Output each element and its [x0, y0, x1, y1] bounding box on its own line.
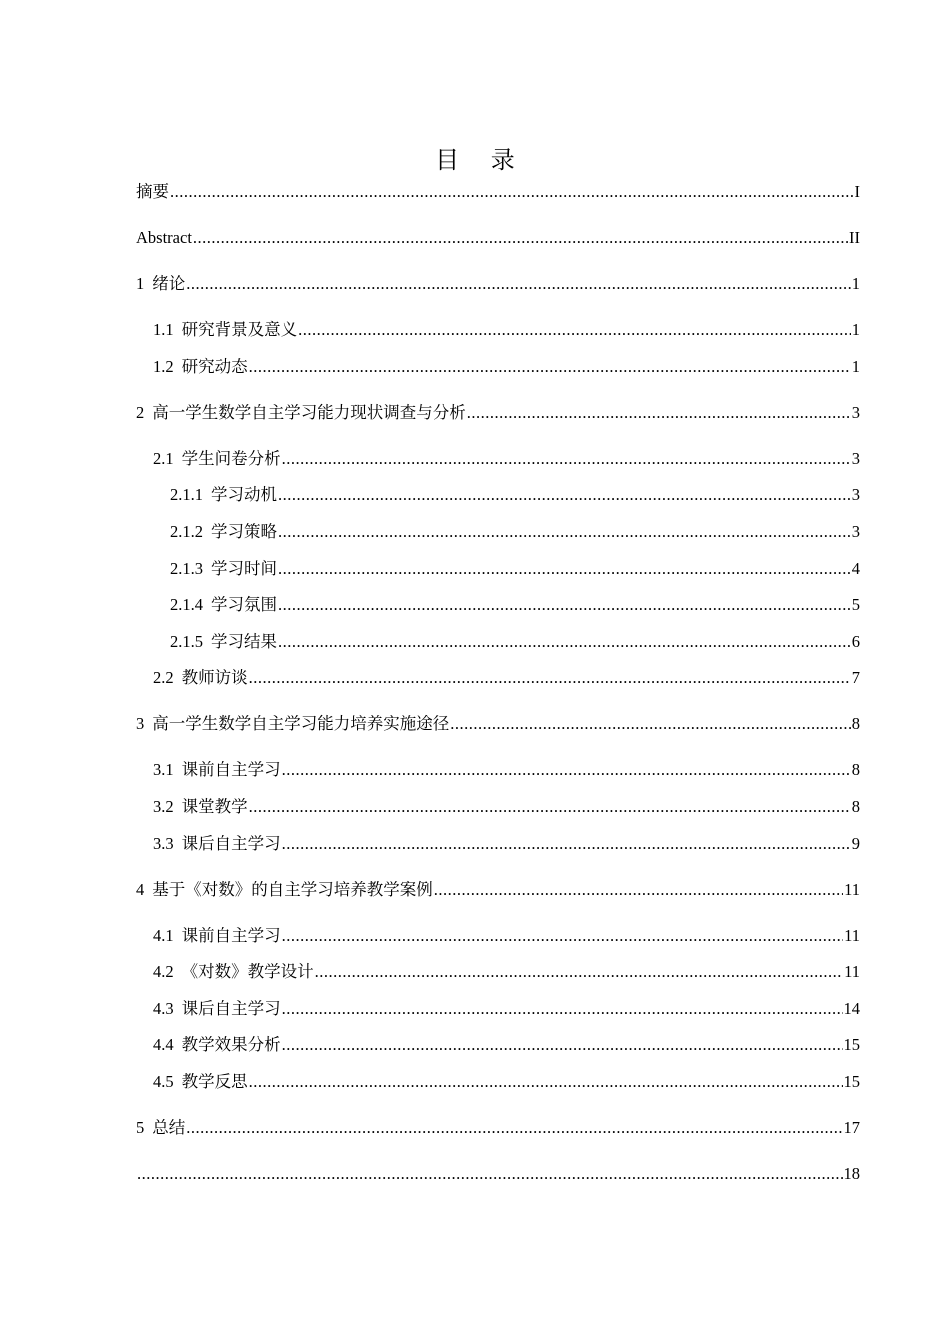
toc-entry-4-2[interactable] [153, 960, 860, 984]
toc-entry-label: 学生问卷分析 [181, 449, 281, 468]
dot-leader [278, 593, 851, 617]
toc-entry-2-1-5[interactable] [170, 630, 860, 654]
toc-entry-4-3[interactable] [153, 997, 860, 1021]
toc-entry-page: 8 [851, 760, 860, 779]
toc-entry-number: 4 [136, 880, 145, 899]
toc-entry-label: Abstract [136, 228, 192, 247]
toc-entry-page: 18 [843, 1164, 860, 1183]
dot-leader [298, 318, 851, 342]
toc-entry-page: 1 [851, 357, 860, 376]
dot-leader [282, 447, 851, 471]
toc-entry-page: 11 [844, 880, 860, 899]
toc-entry-label: 教师访谈 [181, 668, 248, 687]
toc-entry-label: 《对数》教学设计 [181, 962, 314, 981]
dot-leader [249, 795, 851, 819]
dot-leader [282, 832, 851, 856]
toc-entry-unlabeled[interactable] [136, 1162, 860, 1186]
toc-entry-number: 2.1 [153, 449, 174, 468]
toc-entry-number: 2.2 [153, 668, 174, 687]
toc-entry-label: 研究动态 [181, 357, 248, 376]
toc-entry-number: 4.4 [153, 1035, 174, 1054]
toc-entry-abstract-cn[interactable] [136, 180, 860, 204]
dot-leader [282, 1033, 843, 1057]
toc-entry-number: 4.2 [153, 962, 174, 981]
dot-leader [186, 1116, 842, 1140]
toc-entry-number: 2.1.1 [170, 485, 203, 504]
toc-entry-page: 8 [851, 797, 860, 816]
toc-entry-number: 4.3 [153, 999, 174, 1018]
toc-entry-4-5[interactable] [153, 1070, 860, 1094]
toc-entry-page: 11 [844, 926, 860, 945]
toc-entry-5[interactable] [136, 1116, 860, 1140]
toc-entry-number: 2.1.4 [170, 595, 203, 614]
toc-entry-label: 绪论 [152, 274, 186, 293]
toc-entry-4-1[interactable] [153, 924, 860, 948]
toc-entry-page: 1 [851, 274, 860, 293]
dot-leader [282, 997, 843, 1021]
toc-entry-label: 课前自主学习 [181, 926, 281, 945]
toc-entry-page: 5 [851, 595, 860, 614]
dot-leader [282, 924, 843, 948]
dot-leader [249, 355, 851, 379]
toc-entry-label: 摘要 [136, 182, 169, 201]
toc-entry-number: 4.1 [153, 926, 174, 945]
dot-leader [278, 630, 851, 654]
toc-entry-page: 1 [851, 320, 860, 339]
toc-entry-number: 2.1.2 [170, 522, 203, 541]
dot-leader [170, 180, 854, 204]
toc-entry-page: 15 [843, 1035, 860, 1054]
toc-entry-page: II [849, 228, 860, 247]
toc-entry-label: 课后自主学习 [181, 999, 281, 1018]
toc-entry-label: 学习策略 [211, 522, 277, 541]
toc-entry-4[interactable] [136, 878, 860, 902]
toc-entry-page: 17 [843, 1118, 860, 1137]
toc-entry-label: 课后自主学习 [181, 834, 281, 853]
toc-entry-1-1[interactable] [153, 318, 860, 342]
toc-entry-label: 高一学生数学自主学习能力现状调查与分析 [152, 403, 466, 422]
toc-entry-page: 15 [843, 1072, 860, 1091]
toc-entry-label: 总结 [152, 1118, 186, 1137]
toc-entry-number: 1.2 [153, 357, 174, 376]
dot-leader [278, 483, 851, 507]
toc-entry-label: 高一学生数学自主学习能力培养实施途径 [152, 714, 450, 733]
toc-entry-2[interactable] [136, 401, 860, 425]
toc-entry-label: 课堂教学 [181, 797, 248, 816]
toc-entry-2-1[interactable] [153, 447, 860, 471]
dot-leader [450, 712, 851, 736]
dot-leader [193, 226, 848, 250]
toc-entry-4-4[interactable] [153, 1033, 860, 1057]
toc-entry-page: 8 [851, 714, 860, 733]
toc-entry-number: 1.1 [153, 320, 174, 339]
toc-entry-3-2[interactable] [153, 795, 860, 819]
toc-entry-number: 3.2 [153, 797, 174, 816]
toc-entry-1[interactable] [136, 272, 860, 296]
dot-leader [249, 1070, 843, 1094]
toc-entry-number: 3.1 [153, 760, 174, 779]
toc-entry-2-1-3[interactable] [170, 557, 860, 581]
toc-entry-2-2[interactable] [153, 666, 860, 690]
toc-entry-number: 1 [136, 274, 145, 293]
toc-entry-3[interactable] [136, 712, 860, 736]
toc-entry-label: 教学效果分析 [181, 1035, 281, 1054]
dot-leader [278, 520, 851, 544]
toc-entry-page: 3 [851, 522, 860, 541]
toc-entry-label: 基于《对数》的自主学习培养教学案例 [152, 880, 433, 899]
toc-entry-number: 5 [136, 1118, 145, 1137]
toc-entry-number: 3.3 [153, 834, 174, 853]
toc-entry-1-2[interactable] [153, 355, 860, 379]
dot-leader [315, 960, 843, 984]
dot-leader [282, 758, 851, 782]
toc-entry-2-1-2[interactable] [170, 520, 860, 544]
toc-entry-page: 3 [851, 449, 860, 468]
toc-entry-3-3[interactable] [153, 832, 860, 856]
toc-entry-label: 课前自主学习 [181, 760, 281, 779]
toc-entry-label: 学习动机 [211, 485, 277, 504]
toc-entry-page: 6 [851, 632, 860, 651]
toc-entry-number: 3 [136, 714, 145, 733]
dot-leader [278, 557, 851, 581]
dot-leader [434, 878, 843, 902]
toc-entry-number: 2.1.5 [170, 632, 203, 651]
toc-entry-page: 3 [851, 485, 860, 504]
toc-entry-3-1[interactable] [153, 758, 860, 782]
toc-entry-2-1-1[interactable] [170, 483, 860, 507]
toc-entry-label: 学习氛围 [211, 595, 277, 614]
dot-leader [186, 272, 851, 296]
toc-entry-page: 14 [843, 999, 860, 1018]
toc-entry-number: 4.5 [153, 1072, 174, 1091]
toc-entry-page: 7 [851, 668, 860, 687]
toc-entry-label: 学习结果 [211, 632, 277, 651]
toc-entry-abstract-en[interactable] [136, 226, 860, 250]
toc-entry-number: 2 [136, 403, 145, 422]
toc-entry-2-1-4[interactable] [170, 593, 860, 617]
toc-entry-label: 教学反思 [181, 1072, 248, 1091]
toc-entry-page: I [854, 182, 860, 201]
dot-leader [467, 401, 851, 425]
page-title: 目 录 [435, 146, 527, 174]
toc-entry-page: 4 [851, 559, 860, 578]
toc-entry-number: 2.1.3 [170, 559, 203, 578]
dot-leader [249, 666, 851, 690]
toc-entry-label: 学习时间 [211, 559, 277, 578]
toc-entry-page: 3 [851, 403, 860, 422]
toc-entry-page: 9 [851, 834, 860, 853]
dot-leader [137, 1162, 843, 1186]
toc-entry-page: 11 [844, 962, 860, 981]
toc-entry-label: 研究背景及意义 [181, 320, 298, 339]
